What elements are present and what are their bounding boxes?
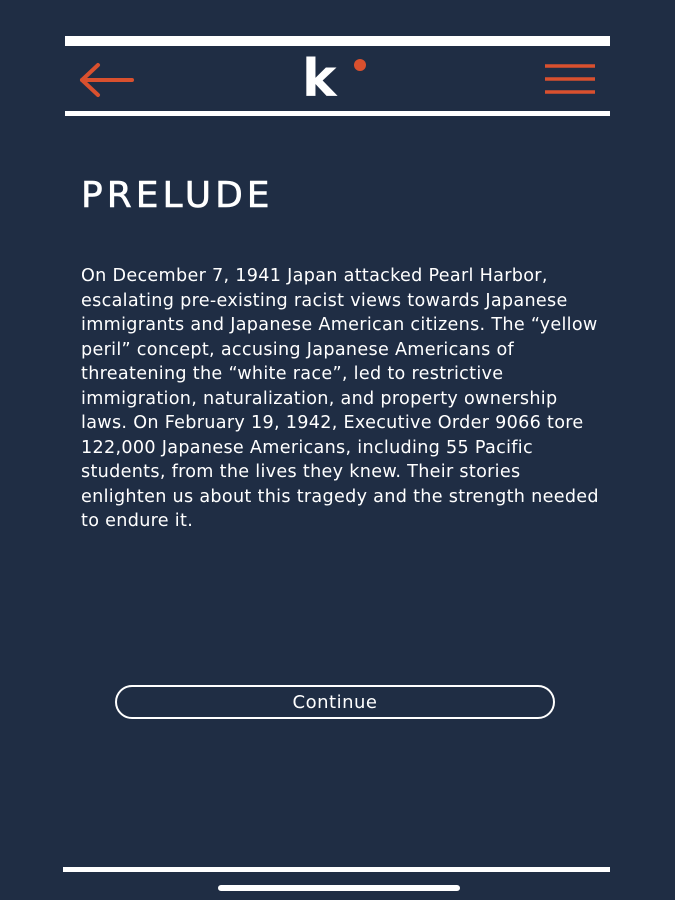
logo-letter: k [302, 54, 337, 100]
prelude-text: On December 7, 1941 Japan attacked Pearl Harbor, escalating pre-existing racist views towards Japanese immigrants and Japanese American citizens. The “yellow peril” concept, accusing Japanese Americans of threatening the “white race”, led to restrictive immigration, naturalization, and property ownership laws. On February 19, 1942, Executive Order 9066 tore 122,000 Japanese Americans, including 55 Pacific students, from the lives they knew. Their stories enlighten us about this tragedy and the strength needed to endure it. [81, 266, 599, 531]
menu-button[interactable] [543, 62, 597, 96]
back-button[interactable] [78, 62, 134, 98]
hamburger-menu-icon [543, 62, 597, 96]
arrow-left-icon [78, 62, 134, 98]
home-indicator[interactable] [218, 885, 460, 891]
bottom-divider [63, 867, 610, 872]
page-title: PRELUDE [81, 175, 274, 216]
top-divider [65, 36, 610, 46]
app-logo [300, 54, 376, 100]
logo-dot [354, 59, 366, 71]
continue-button[interactable]: Continue [115, 685, 555, 719]
header-divider [65, 111, 610, 116]
